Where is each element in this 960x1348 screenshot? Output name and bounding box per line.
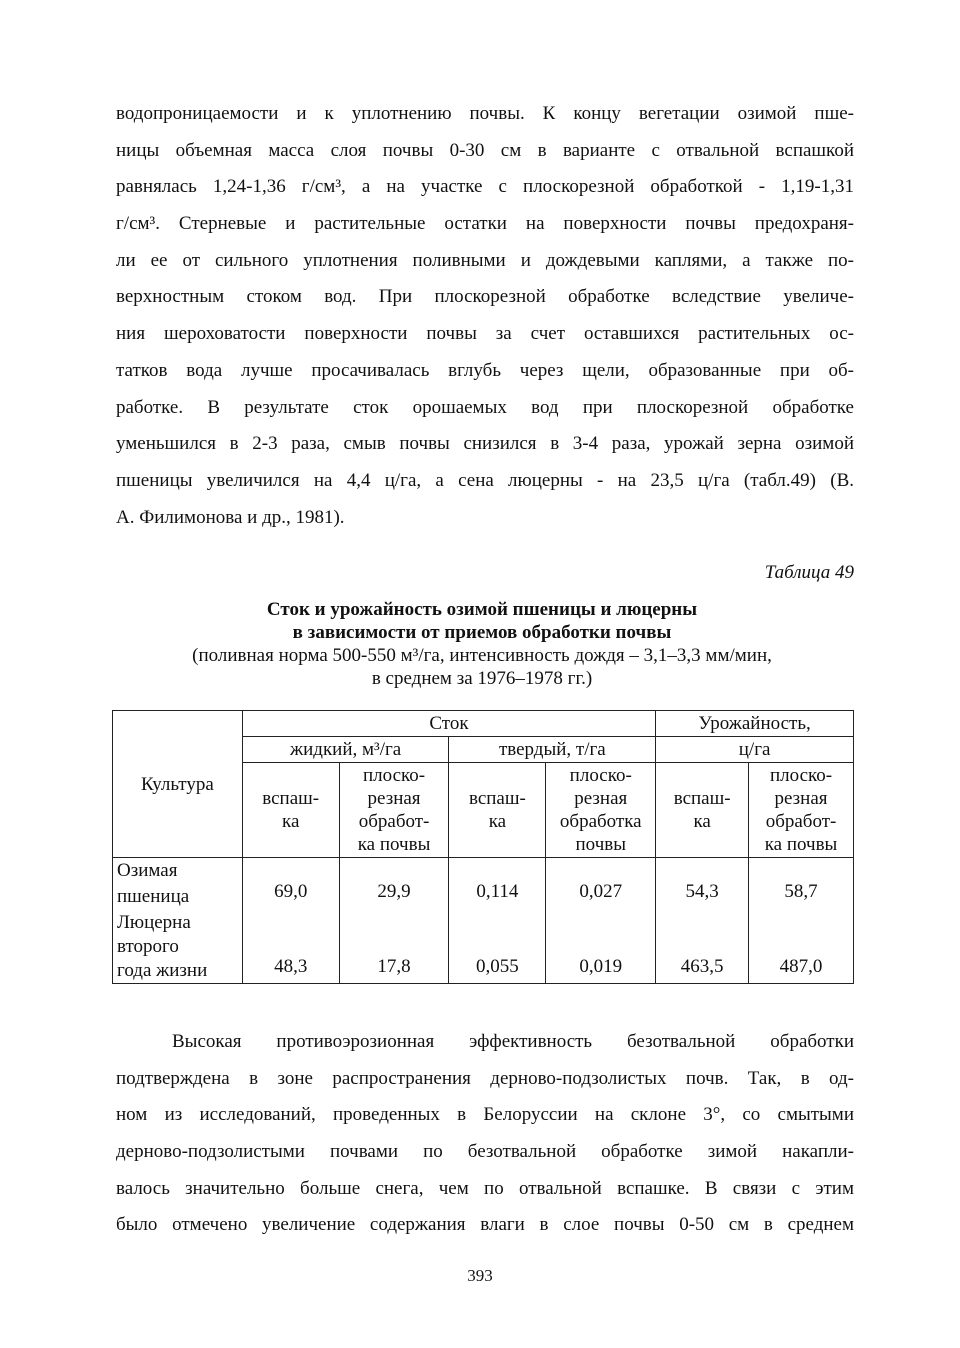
header-col-plowing: вспаш- ка — [242, 763, 339, 858]
text-line: дерново-подзолистыми почвами по безотвальной обработке зимой накапли- — [116, 1141, 854, 1163]
header-col-plowing: вспаш- ка — [449, 763, 546, 858]
text-line: было отмечено увеличение содержания влаги в слое почвы 0-50 см в среднем — [116, 1214, 854, 1236]
crop-cell — [113, 858, 243, 984]
table-value: 48,3 — [274, 956, 308, 977]
body-paragraph-bottom — [116, 1024, 854, 1244]
table-value: 58,7 — [784, 881, 818, 902]
text-line: А. Филимонова и др., 1981). — [116, 506, 345, 528]
crop-name: Люцерна второго года жизни — [117, 912, 208, 981]
text-line: верхностным стоком вод. При плоскорезной обработке вследствие увеличе- — [116, 286, 854, 308]
header-solid: твердый, т/га — [449, 737, 656, 763]
text-line: водопроницаемости и к уплотнению почвы. К концу вегетации озимой пше- — [116, 103, 854, 124]
header-yield-unit: ц/га — [656, 737, 854, 763]
table-value: 69,0 — [274, 881, 308, 902]
table-value: 0,114 — [476, 881, 519, 902]
header-col-flat-cut: плоско- резная обработка почвы — [546, 763, 656, 858]
data-table — [112, 710, 854, 984]
table-value: 463,5 — [680, 956, 724, 977]
value-cell — [656, 858, 749, 984]
table-value: 29,9 — [377, 881, 411, 902]
value-cell — [339, 858, 449, 984]
caption-title-line: Сток и урожайность озимой пшеницы и люцерны — [266, 599, 698, 620]
table-value: 17,8 — [377, 956, 411, 977]
caption-subtitle-line: (поливная норма 500-550 м³/га, интенсивность дождя – 3,1–3,3 мм/мин, — [192, 645, 772, 666]
table-caption — [110, 598, 854, 690]
value-cell — [449, 858, 546, 984]
value-cell — [242, 858, 339, 984]
caption-title-line: в зависимости от приемов обработки почвы — [292, 622, 672, 643]
header-col-plowing: вспаш- ка — [656, 763, 749, 858]
header-yield: Урожайность, — [656, 711, 854, 737]
table-value: 0,055 — [476, 956, 519, 977]
table-value: 0,027 — [579, 881, 623, 902]
text-line: ницы объемная масса слоя почвы 0-30 см в варианте с отвальной вспашкой — [116, 139, 854, 161]
header-crop: Культура — [113, 711, 243, 858]
header-col-flat-cut: плоско- резная обработ- ка почвы — [749, 763, 854, 858]
value-cell — [749, 858, 854, 984]
page-number: 393 — [467, 1266, 493, 1285]
header-runoff: Сток — [242, 711, 655, 737]
header-col-flat-cut: плоско- резная обработ- ка почвы — [339, 763, 449, 858]
body-paragraph-top — [116, 96, 854, 536]
value-cell — [546, 858, 656, 984]
text-line: татков вода лучше просачивалась вглубь через щели, образованные при об- — [116, 359, 854, 381]
table-number: Таблица 49 — [764, 562, 854, 583]
text-line: уменьшился в 2-3 раза, смыв почвы снизился в 3-4 раза, урожай зерна озимой — [116, 433, 854, 455]
table-value: 0,019 — [579, 956, 623, 977]
text-line: работке. В результате сток орошаемых вод при плоскорезной обработке — [116, 396, 854, 418]
text-line: валось значительно больше снега, чем по отвальной вспашке. В связи с этим — [116, 1177, 854, 1199]
text-line: пшеницы увеличился на 4,4 ц/га, а сена люцерны - на 23,5 ц/га (табл.49) (В. — [116, 469, 854, 491]
caption-subtitle-line: в среднем за 1976–1978 гг.) — [371, 668, 593, 689]
table-value: 487,0 — [779, 956, 823, 977]
text-line: равнялась 1,24-1,36 г/см³, а на участке с плоскорезной обработкой - 1,19-1,31 — [116, 176, 854, 198]
text-line: ния шероховатости поверхности почвы за счет оставшихся растительных ос- — [116, 323, 854, 345]
text-line: Высокая противоэрозионная эффективность безотвальной обработки — [172, 1031, 854, 1052]
header-liquid: жидкий, м³/га — [242, 737, 449, 763]
crop-name: Озимая пшеница — [117, 860, 190, 907]
text-line: подтверждена в зоне распространения дерново-подзолистых почв. Так, в од- — [116, 1067, 854, 1089]
text-line: г/см³. Стерневые и растительные остатки на поверхности почвы предохраня- — [116, 213, 854, 235]
text-line: ли ее от сильного уплотнения поливными и дождевыми каплями, а также по- — [116, 249, 854, 271]
table-value: 54,3 — [685, 881, 719, 902]
text-line: ном из исследований, проведенных в Белоруссии на склоне 3°, со смытыми — [116, 1104, 854, 1126]
